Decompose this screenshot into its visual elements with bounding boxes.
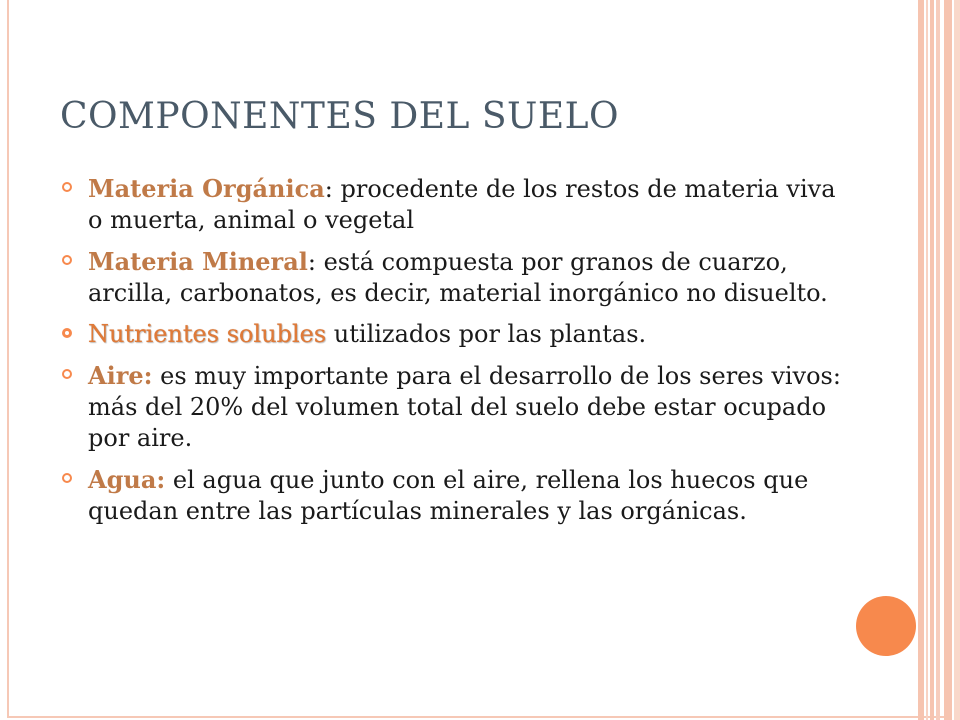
bullet-text: es muy importante para el desarrollo de los seres vivos: más del 20% del volumen total del suelo debe estar ocupado por aire. <box>88 362 841 452</box>
bullet-item-materia-organica <box>62 173 842 236</box>
bullet-item-agua <box>62 464 842 527</box>
bullet-term: Nutrientes solubles <box>88 320 327 348</box>
bullet-term: Materia Orgánica <box>88 174 325 203</box>
bullet-list <box>62 173 842 527</box>
decorative-stripe <box>926 0 928 720</box>
bullet-circle-icon <box>62 255 72 265</box>
decorative-circle <box>856 596 916 656</box>
bullet-circle-icon <box>62 328 72 338</box>
bullet-text: el agua que junto con el aire, rellena los huecos que quedan entre las partículas minerales y las orgánicas. <box>88 466 809 525</box>
decorative-stripe <box>936 0 940 720</box>
decorative-stripe <box>930 0 934 720</box>
bullet-item-materia-mineral <box>62 246 842 309</box>
bullet-circle-icon <box>62 182 72 192</box>
bullet-term: Materia Mineral <box>88 247 308 276</box>
bullet-text: : está compuesta por granos de cuarzo, arcilla, carbonatos, es decir, material inorgánico no disuelto. <box>88 248 828 307</box>
bullet-text: : procedente de los restos de materia viva o muerta, animal o vegetal <box>88 175 836 234</box>
bullet-term: Agua: <box>88 465 166 494</box>
bullet-text: utilizados por las plantas. <box>326 320 647 348</box>
decorative-stripe <box>954 0 960 720</box>
bullet-item-aire <box>62 360 842 454</box>
bullet-circle-icon <box>62 369 72 379</box>
bullet-term: Aire: <box>88 361 153 390</box>
bullet-item-nutrientes-solubles <box>62 319 842 350</box>
decorative-stripe <box>918 0 924 720</box>
slide-title: COMPONENTES DEL SUELO <box>60 96 620 137</box>
bullet-circle-icon <box>62 473 72 483</box>
decorative-stripe <box>944 0 952 720</box>
